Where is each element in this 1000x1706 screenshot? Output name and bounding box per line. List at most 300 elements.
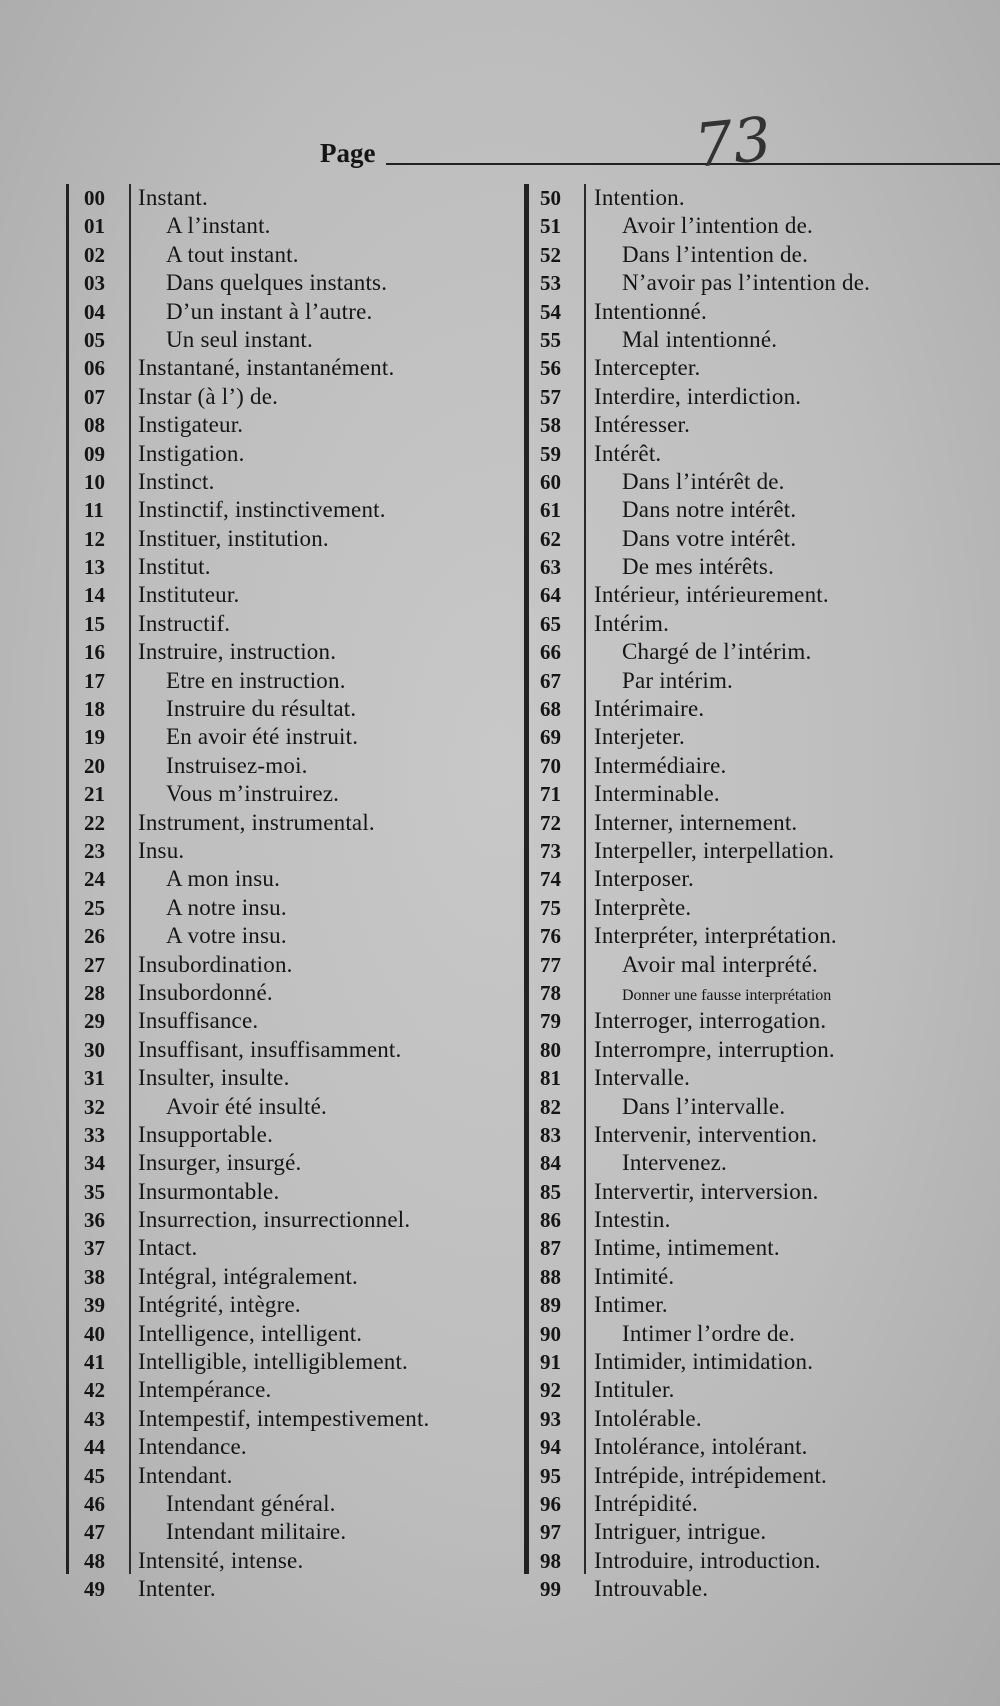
list-item	[66, 1320, 506, 1348]
entry-number: 93	[540, 1406, 561, 1431]
entry-term: Intact.	[138, 1235, 198, 1261]
entry-number: 03	[84, 271, 105, 296]
list-item	[524, 525, 974, 553]
entry-term: Intelligible, intelligiblement.	[138, 1349, 409, 1375]
entry-term: Intelligence, intelligent.	[138, 1320, 363, 1346]
entry-term: Interminable.	[594, 781, 720, 807]
list-item	[66, 1348, 506, 1376]
entry-number: 86	[540, 1208, 561, 1233]
entry-term: Intérêt.	[594, 440, 662, 466]
entry-term: Intervenir, intervention.	[594, 1121, 818, 1147]
list-item	[524, 695, 974, 723]
entry-number: 62	[540, 526, 561, 551]
entry-subterm: En avoir été instruit.	[166, 724, 359, 750]
list-item	[66, 979, 506, 1007]
entry-number: 64	[540, 583, 561, 608]
entry-number: 82	[540, 1094, 561, 1119]
entry-term: Intimer.	[594, 1292, 668, 1318]
entry-number: 26	[84, 924, 105, 949]
entry-term: Interpeller, interpellation.	[594, 837, 835, 863]
entry-term: Intituler.	[594, 1377, 675, 1403]
entry-term: Intermédiaire.	[594, 752, 727, 778]
entry-number: 32	[84, 1094, 105, 1119]
list-item	[66, 184, 506, 212]
entry-number: 68	[540, 697, 561, 722]
entry-number: 53	[540, 271, 561, 296]
entry-term: Insurmontable.	[138, 1178, 280, 1204]
entry-number: 36	[84, 1208, 105, 1233]
list-item	[66, 1291, 506, 1319]
entry-term: Intercepter.	[594, 355, 701, 381]
entry-subterm: Par intérim.	[622, 667, 733, 693]
list-item	[66, 951, 506, 979]
entry-term: Insuffisance.	[138, 1008, 259, 1034]
entry-number: 44	[84, 1435, 105, 1460]
list-item	[66, 1036, 506, 1064]
list-item	[524, 638, 974, 666]
entry-number: 84	[540, 1151, 561, 1176]
entry-number: 43	[84, 1406, 105, 1431]
list-item	[524, 581, 974, 609]
list-item	[66, 1263, 506, 1291]
list-item	[524, 1348, 974, 1376]
entry-number: 12	[84, 526, 105, 551]
entry-number: 29	[84, 1009, 105, 1034]
right-entry-list	[524, 184, 974, 1604]
list-item	[66, 1064, 506, 1092]
entry-number: 71	[540, 782, 561, 807]
entry-number: 16	[84, 640, 105, 665]
list-item	[524, 326, 974, 354]
list-item	[524, 440, 974, 468]
entry-number: 87	[540, 1236, 561, 1261]
list-item	[524, 1007, 974, 1035]
list-item	[524, 1405, 974, 1433]
list-item	[524, 922, 974, 950]
entry-number: 00	[84, 186, 105, 210]
entry-term: Interpréter, interprétation.	[594, 923, 837, 949]
entry-term: Intention.	[594, 185, 685, 210]
entry-number: 50	[540, 186, 561, 210]
list-item	[524, 723, 974, 751]
entry-term: Interner, internement.	[594, 809, 798, 835]
entry-number: 73	[540, 838, 561, 863]
entry-term: Insubordination.	[138, 951, 293, 977]
list-item	[66, 468, 506, 496]
entry-number: 80	[540, 1037, 561, 1062]
entry-subterm: Dans l’intention de.	[622, 241, 809, 267]
list-item	[66, 1149, 506, 1177]
entry-number: 27	[84, 952, 105, 977]
list-item	[524, 780, 974, 808]
list-item	[524, 1234, 974, 1262]
page-label: Page	[320, 138, 376, 168]
list-item	[524, 667, 974, 695]
entry-term: Instituer, institution.	[138, 525, 329, 551]
entry-number: 28	[84, 980, 105, 1005]
entry-subterm: Etre en instruction.	[166, 667, 346, 693]
entry-term: Insurrection, insurrectionnel.	[138, 1207, 411, 1233]
entry-term: Insulter, insulte.	[138, 1065, 290, 1091]
list-item	[524, 1433, 974, 1461]
entry-number: 52	[540, 242, 561, 267]
entry-number: 89	[540, 1293, 561, 1318]
list-item	[524, 496, 974, 524]
left-entry-list	[66, 184, 506, 1604]
entry-subterm: Instruisez-moi.	[166, 752, 308, 778]
entry-number: 61	[540, 498, 561, 523]
entry-subterm: A mon insu.	[166, 866, 281, 892]
entry-term: Instruire, instruction.	[138, 639, 337, 665]
entry-number: 10	[84, 469, 105, 494]
list-item	[66, 1178, 506, 1206]
entry-number: 91	[540, 1350, 561, 1375]
list-item	[524, 1462, 974, 1490]
entry-term: Instar (à l’) de.	[138, 383, 279, 409]
entry-number: 60	[540, 469, 561, 494]
entry-subterm: Vous m’instruirez.	[166, 781, 340, 807]
entry-number: 54	[540, 299, 561, 324]
entry-number: 40	[84, 1321, 105, 1346]
list-item	[524, 1121, 974, 1149]
entry-number: 75	[540, 895, 561, 920]
entry-number: 38	[84, 1264, 105, 1289]
list-item	[66, 610, 506, 638]
entry-term: Interjeter.	[594, 724, 685, 750]
entry-number: 69	[540, 725, 561, 750]
entry-number: 20	[84, 753, 105, 778]
list-item	[524, 354, 974, 382]
entry-number: 13	[84, 555, 105, 580]
entry-subterm: Dans votre intérêt.	[622, 525, 797, 551]
entry-number: 14	[84, 583, 105, 608]
entry-term: Intempérance.	[138, 1377, 272, 1403]
entry-number: 90	[540, 1321, 561, 1346]
entry-term: Intimider, intimidation.	[594, 1349, 814, 1375]
entry-subterm: Intervenez.	[622, 1150, 727, 1176]
entry-term: Insubordonné.	[138, 979, 273, 1005]
entry-number: 63	[540, 555, 561, 580]
entry-subterm: Intendant général.	[166, 1490, 336, 1516]
entry-subterm: Dans quelques instants.	[166, 270, 388, 296]
entry-subterm: N’avoir pas l’intention de.	[622, 270, 871, 296]
entry-number: 76	[540, 924, 561, 949]
entry-number: 67	[540, 668, 561, 693]
entry-number: 70	[540, 753, 561, 778]
list-item	[66, 695, 506, 723]
entry-number: 05	[84, 327, 105, 352]
entry-term: Intrépidité.	[594, 1490, 698, 1516]
list-item	[66, 1405, 506, 1433]
entry-number: 22	[84, 810, 105, 835]
list-item	[524, 865, 974, 893]
list-item	[524, 212, 974, 240]
entry-number: 42	[84, 1378, 105, 1403]
entry-term: Introduire, introduction.	[594, 1547, 821, 1573]
entry-number: 51	[540, 214, 561, 239]
list-item	[66, 865, 506, 893]
entry-number: 01	[84, 214, 105, 239]
entry-number: 79	[540, 1009, 561, 1034]
entry-term: Instinctif, instinctivement.	[138, 497, 386, 523]
entry-number: 99	[540, 1577, 561, 1602]
entry-term: Intimité.	[594, 1263, 675, 1289]
entry-subterm: De mes intérêts.	[622, 554, 775, 580]
entry-number: 34	[84, 1151, 105, 1176]
entry-subterm: Dans l’intérêt de.	[622, 468, 785, 494]
entry-number: 45	[84, 1463, 105, 1488]
list-item	[66, 581, 506, 609]
entry-number: 25	[84, 895, 105, 920]
list-item	[524, 1149, 974, 1177]
entry-subterm: Donner une fausse interprétation	[622, 986, 832, 1004]
entry-term: Instantané, instantanément.	[138, 355, 395, 381]
list-item	[66, 241, 506, 269]
list-item	[66, 212, 506, 240]
list-item	[66, 383, 506, 411]
entry-term: Instant.	[138, 185, 208, 210]
list-item	[524, 1036, 974, 1064]
list-item	[66, 326, 506, 354]
entry-term: Intriguer, intrigue.	[594, 1519, 767, 1545]
entry-number: 46	[84, 1491, 105, 1516]
list-item	[66, 354, 506, 382]
entry-term: Insuffisant, insuffisamment.	[138, 1036, 402, 1062]
entry-term: Intentionné.	[594, 298, 707, 324]
entry-number: 08	[84, 413, 105, 438]
entry-number: 56	[540, 356, 561, 381]
entry-term: Interrompre, interruption.	[594, 1036, 835, 1062]
list-item	[66, 1376, 506, 1404]
entry-number: 57	[540, 384, 561, 409]
entry-number: 30	[84, 1037, 105, 1062]
entry-subterm: Instruire du résultat.	[166, 696, 357, 722]
list-item	[524, 1178, 974, 1206]
list-item	[66, 1547, 506, 1575]
entry-number: 19	[84, 725, 105, 750]
list-item	[66, 922, 506, 950]
entry-number: 33	[84, 1122, 105, 1147]
list-item	[66, 496, 506, 524]
list-item	[524, 1093, 974, 1121]
entry-subterm: D’un instant à l’autre.	[166, 298, 373, 324]
page-number-rule	[386, 163, 1000, 165]
list-item	[66, 525, 506, 553]
list-item	[66, 752, 506, 780]
entry-subterm: Intimer l’ordre de.	[622, 1320, 796, 1346]
entry-number: 55	[540, 327, 561, 352]
entry-number: 04	[84, 299, 105, 324]
list-item	[66, 1575, 506, 1603]
entry-number: 11	[84, 498, 104, 523]
entry-term: Intime, intimement.	[594, 1235, 780, 1261]
list-item	[66, 1121, 506, 1149]
entry-subterm: A votre insu.	[166, 923, 287, 949]
entry-number: 83	[540, 1122, 561, 1147]
entry-number: 74	[540, 867, 561, 892]
entry-subterm: Dans notre intérêt.	[622, 497, 797, 523]
entry-subterm: Avoir l’intention de.	[622, 213, 813, 239]
list-item	[524, 1320, 974, 1348]
list-item	[524, 809, 974, 837]
list-item	[524, 837, 974, 865]
entry-term: Intenter.	[138, 1576, 216, 1602]
list-item	[524, 894, 974, 922]
entry-number: 92	[540, 1378, 561, 1403]
list-item	[66, 1007, 506, 1035]
entry-subterm: A notre insu.	[166, 894, 287, 920]
list-item	[66, 440, 506, 468]
entry-term: Instrument, instrumental.	[138, 809, 375, 835]
entry-term: Introuvable.	[594, 1576, 709, 1602]
entry-term: Intolérance, intolérant.	[594, 1434, 808, 1460]
entry-number: 37	[84, 1236, 105, 1261]
list-item	[66, 780, 506, 808]
entry-number: 09	[84, 441, 105, 466]
list-item	[66, 1093, 506, 1121]
entry-number: 65	[540, 611, 561, 636]
entry-subterm: Intendant militaire.	[166, 1519, 347, 1545]
entry-number: 17	[84, 668, 105, 693]
entry-number: 77	[540, 952, 561, 977]
list-item	[66, 298, 506, 326]
list-item	[524, 383, 974, 411]
entry-term: Intendance.	[138, 1434, 247, 1460]
list-item	[524, 1291, 974, 1319]
entry-term: Intempestif, intempestivement.	[138, 1405, 430, 1431]
entry-term: Instituteur.	[138, 582, 240, 608]
list-item	[524, 468, 974, 496]
list-item	[524, 1376, 974, 1404]
entry-term: Intégrité, intègre.	[138, 1292, 301, 1318]
entry-number: 95	[540, 1463, 561, 1488]
list-item	[66, 1433, 506, 1461]
entry-subterm: Un seul instant.	[166, 326, 313, 352]
entry-number: 58	[540, 413, 561, 438]
entry-term: Instructif.	[138, 610, 231, 636]
entry-term: Insupportable.	[138, 1121, 274, 1147]
entry-term: Instinct.	[138, 468, 215, 494]
entry-number: 23	[84, 838, 105, 863]
entry-term: Intéresser.	[594, 412, 691, 438]
entry-number: 59	[540, 441, 561, 466]
list-item	[66, 411, 506, 439]
entry-term: Insurger, insurgé.	[138, 1150, 302, 1176]
entry-term: Instigation.	[138, 440, 245, 466]
list-item	[66, 723, 506, 751]
entry-number: 48	[84, 1548, 105, 1573]
entry-term: Interposer.	[594, 866, 694, 892]
list-item	[524, 184, 974, 212]
entry-number: 81	[540, 1066, 561, 1091]
entry-term: Intrépide, intrépidement.	[594, 1462, 828, 1488]
list-item	[66, 638, 506, 666]
entry-term: Intestin.	[594, 1207, 671, 1233]
entry-number: 47	[84, 1520, 105, 1545]
list-item	[66, 553, 506, 581]
list-item	[66, 1462, 506, 1490]
entry-term: Intérim.	[594, 610, 670, 636]
list-item	[524, 1490, 974, 1518]
entry-number: 06	[84, 356, 105, 381]
entry-subterm: Mal intentionné.	[622, 326, 778, 352]
entry-number: 72	[540, 810, 561, 835]
entry-subterm: A tout instant.	[166, 241, 299, 267]
entry-number: 15	[84, 611, 105, 636]
list-item	[524, 1064, 974, 1092]
entry-subterm: A l’instant.	[166, 213, 271, 239]
list-item	[66, 1490, 506, 1518]
list-item	[524, 1575, 974, 1603]
list-item	[524, 610, 974, 638]
entry-subterm: Chargé de l’intérim.	[622, 639, 812, 665]
entry-term: Interroger, interrogation.	[594, 1008, 827, 1034]
entry-number: 35	[84, 1179, 105, 1204]
list-item	[524, 411, 974, 439]
entry-number: 96	[540, 1491, 561, 1516]
entry-term: Interdire, interdiction.	[594, 383, 802, 409]
list-item	[66, 1518, 506, 1546]
list-item	[66, 809, 506, 837]
list-item	[524, 241, 974, 269]
entry-term: Intérimaire.	[594, 696, 705, 722]
list-item	[66, 1234, 506, 1262]
entry-number: 24	[84, 867, 105, 892]
entry-number: 31	[84, 1066, 105, 1091]
entry-term: Intérieur, intérieurement.	[594, 582, 829, 608]
entry-term: Institut.	[138, 554, 211, 580]
entry-number: 41	[84, 1350, 105, 1375]
list-item	[524, 553, 974, 581]
list-item	[524, 752, 974, 780]
entry-number: 39	[84, 1293, 105, 1318]
list-item	[66, 667, 506, 695]
entry-number: 21	[84, 782, 105, 807]
list-item	[66, 837, 506, 865]
entry-term: Instigateur.	[138, 412, 244, 438]
entry-term: Intendant.	[138, 1462, 233, 1488]
list-item	[524, 951, 974, 979]
entry-number: 78	[540, 980, 561, 1005]
list-item	[524, 298, 974, 326]
entry-number: 66	[540, 640, 561, 665]
entry-term: Intervertir, interversion.	[594, 1178, 819, 1204]
list-item	[66, 269, 506, 297]
entry-subterm: Avoir mal interprété.	[622, 951, 819, 977]
entry-number: 94	[540, 1435, 561, 1460]
entry-number: 98	[540, 1548, 561, 1573]
entry-number: 18	[84, 697, 105, 722]
list-item	[524, 1518, 974, 1546]
list-item	[524, 1206, 974, 1234]
entry-number: 07	[84, 384, 105, 409]
entry-number: 02	[84, 242, 105, 267]
entry-term: Intervalle.	[594, 1065, 691, 1091]
list-item	[66, 1206, 506, 1234]
entry-number: 49	[84, 1577, 105, 1602]
entry-subterm: Dans l’intervalle.	[622, 1093, 786, 1119]
list-item	[524, 1263, 974, 1291]
handwritten-page-number: 73	[691, 104, 775, 182]
entry-number: 97	[540, 1520, 561, 1545]
entry-term: Interprète.	[594, 894, 692, 920]
entry-number: 88	[540, 1264, 561, 1289]
entry-term: Intensité, intense.	[138, 1547, 304, 1573]
entry-term: Intolérable.	[594, 1405, 702, 1431]
list-item	[524, 269, 974, 297]
entry-term: Insu.	[138, 837, 185, 863]
list-item	[524, 1547, 974, 1575]
